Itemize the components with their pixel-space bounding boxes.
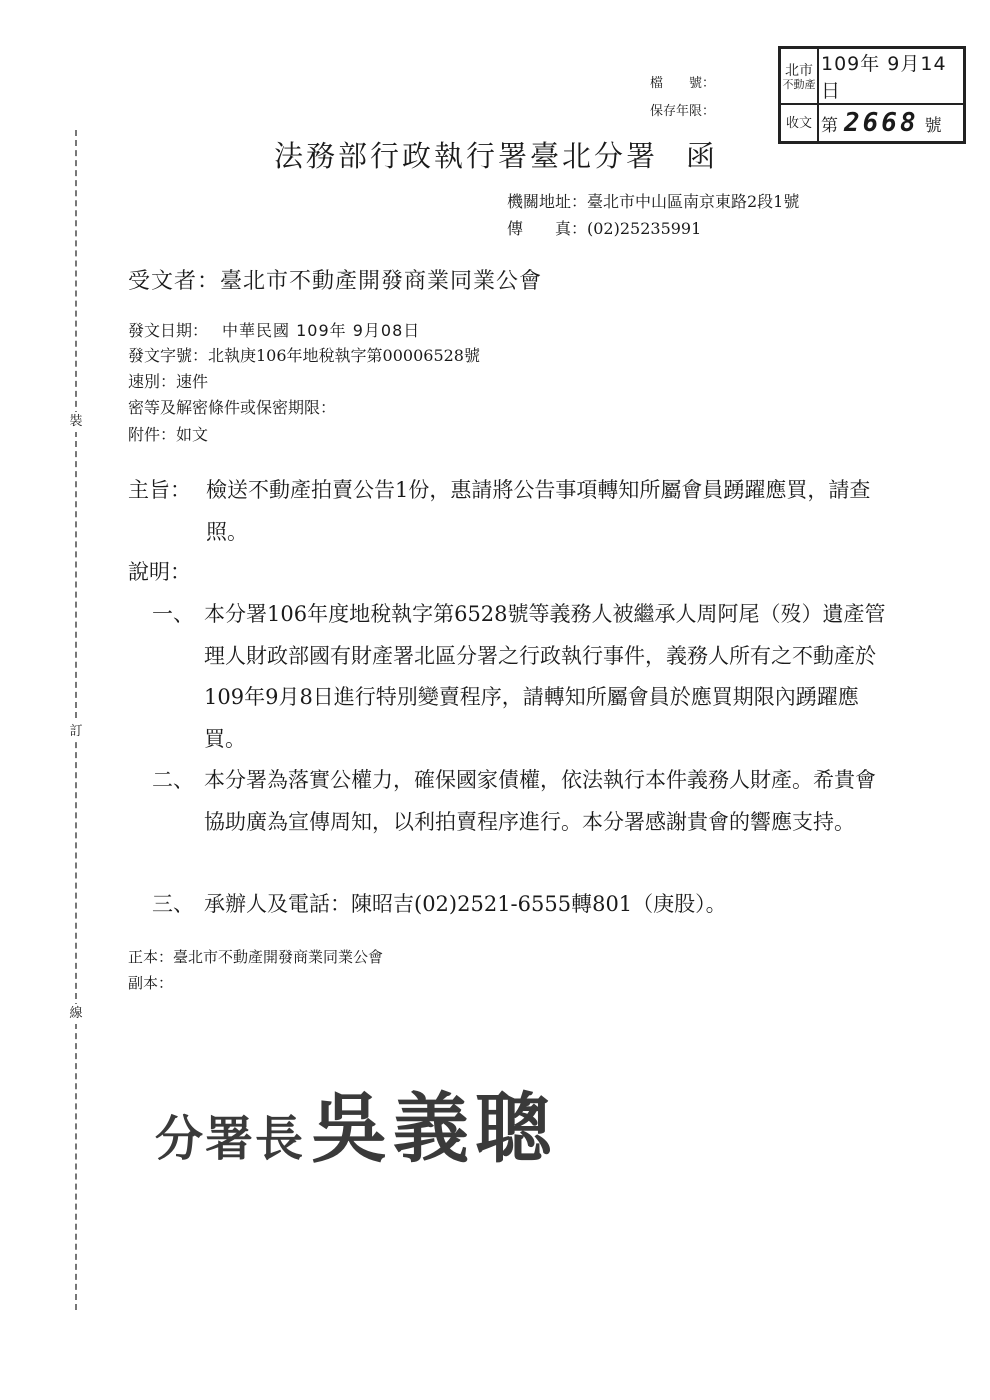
archive-file-number: 檔 號： [650, 76, 716, 91]
original-recipient: 正本：臺北市不動產開發商業同業公會 [128, 948, 384, 966]
explanation-item-number: 三、 [152, 892, 194, 916]
binding-mark-bind: 裝 [66, 412, 86, 432]
explanation-item-text: 承辦人及電話：陳昭吉(02)2521-6555轉801（庚股）。 [204, 892, 727, 916]
binding-mark-fold: 訂 [66, 722, 86, 742]
stamp-number-suffix: 號 [924, 115, 942, 136]
explanation-item-text: 本分署為落實公權力，確保國家債權，依法執行本件義務人財產。希貴會協助廣為宣傳周知，以利拍賣程序進行。本分署感謝貴會的響應支持。 [204, 768, 876, 834]
subject-text: 檢送不動產拍賣公告1份，惠請將公告事項轉知所屬會員踴躍應買，請查照。 [206, 478, 871, 544]
document-type: 函 [686, 139, 719, 173]
archive-retention: 保存年限： [650, 104, 716, 119]
stamp-receipt-label: 收文 [780, 104, 818, 142]
stamp-number [818, 104, 964, 142]
document-number: 發文字號：北執庚106年地稅執字第00006528號 [128, 346, 480, 365]
delivery-speed: 速別：速件 [128, 372, 209, 391]
secrecy-level: 密等及解密條件或保密期限： [128, 398, 337, 417]
issue-date [128, 318, 420, 341]
stamp-origin-city: 北市 [785, 62, 813, 79]
subject-label: 主旨： [128, 478, 191, 502]
binding-margin-line [75, 130, 77, 1310]
issuing-agency: 法務部行政執行署臺北分署 [274, 139, 659, 173]
stamp-origin-org: 不動產 [782, 77, 816, 91]
agency-address: 機關地址：臺北市中山區南京東路2段1號 [507, 192, 800, 211]
agency-fax: 傳 真：(02)25235991 [507, 219, 702, 238]
explanation-item-number: 二、 [152, 768, 194, 792]
explanation-item-number: 一、 [152, 602, 194, 626]
stamp-date: 109年 9月14日 [818, 48, 964, 104]
explanation-item-text: 本分署106年度地稅執字第6528號等義務人被繼承人周阿尾（歿）遺產管理人財政部國有財產署北區分署之行政執行事件，義務人所有之不動產於109年9月8日進行特別變賣程序，請轉知所屬會員於應買期限內踴躍應買。 [204, 602, 886, 751]
signature-block [155, 1068, 557, 1177]
recipient: 受文者：臺北市不動產開發商業同業公會 [128, 269, 543, 294]
copy-recipient: 副本： [128, 974, 174, 992]
signatory-name: 吳義聰 [311, 1084, 558, 1173]
issue-date-label: 發文日期： [128, 321, 209, 340]
stamp-number-value: 2668 [844, 108, 919, 138]
receipt-stamp [778, 46, 966, 144]
stamp-origin [780, 48, 818, 104]
signatory-title: 分署長 [155, 1111, 306, 1167]
stamp-number-prefix: 第 [821, 115, 838, 136]
explanation-label: 說明： [128, 560, 191, 584]
issue-date-value: 中華民國 109年 9月08日 [222, 321, 421, 340]
attachment: 附件：如文 [128, 425, 209, 444]
document-title [274, 134, 718, 175]
binding-mark-line: 線 [66, 1004, 86, 1024]
